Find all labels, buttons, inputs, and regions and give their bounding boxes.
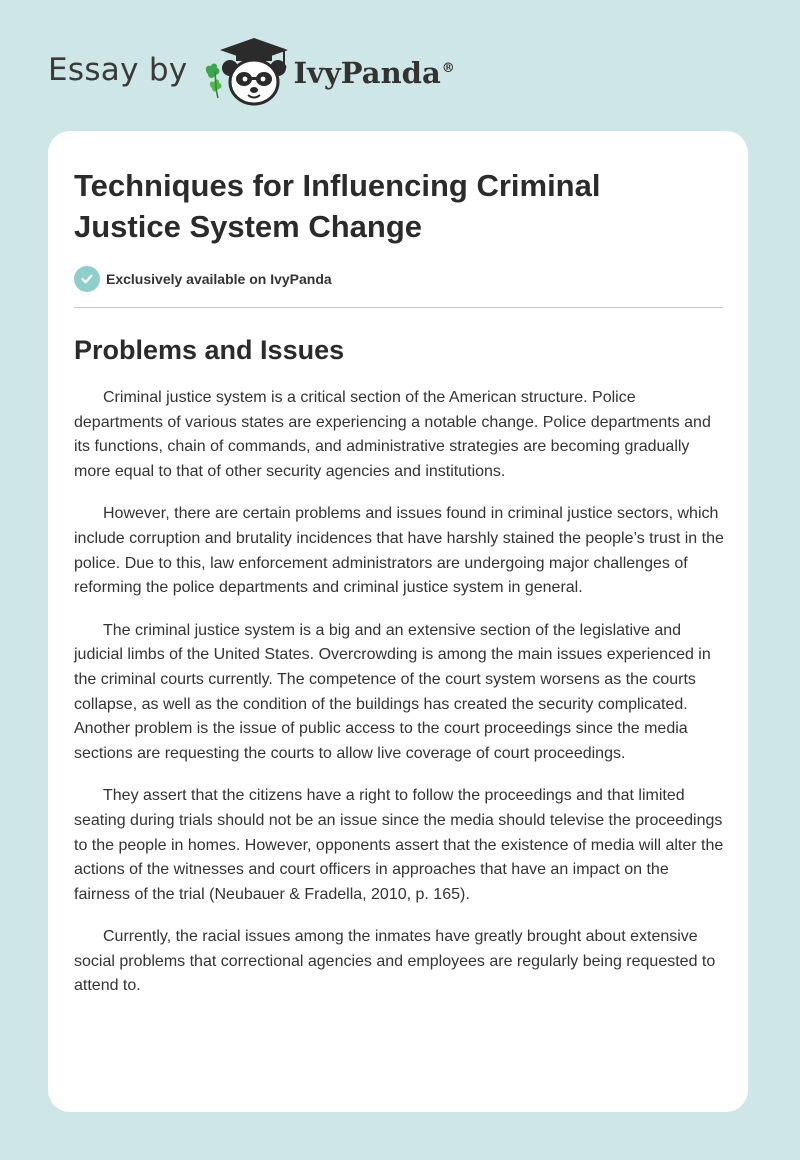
exclusive-badge <box>74 265 722 293</box>
panda-graduate-logo-icon <box>202 36 292 108</box>
essay-title: Techniques for Influencing Criminal Justice System Change <box>74 168 601 244</box>
paragraph: Currently, the racial issues among the inmates have greatly brought about extensive social problems that correctional agencies and employees are regularly being requested to attend to. <box>74 928 716 995</box>
registered-mark: ® <box>441 61 455 77</box>
paragraph: The criminal justice system is a big and an extensive section of the legislative and judicial limbs of the United States. Overcrowding is among the main issues experienced in the criminal courts currently. The competence of the court system worsens as the courts collapse, as well as the condition of the buildings has created the security complicated. Another problem is the issue of public access to the court proceedings since the media sections are requesting the courts to allow live coverage of court proceedings. <box>74 621 711 762</box>
paragraph: They assert that the citizens have a right to follow the proceedings and that limited seating during trials should not be an issue since the media should televise the proceedings to the people in homes. However, opponents assert that the existence of media will alter the actions of the witnesses and court officers in approaches that have an impact on the fairness of the trial (Neubauer & Fradella, 2010, p. 165). <box>74 787 724 903</box>
check-circle-icon <box>74 266 100 292</box>
paragraph: However, there are certain problems and issues found in criminal justice sectors, which include corruption and brutality incidences that have harshly stained the people’s trust in the police. Due to this, law enforcement administrators are undergoing major challenges of reforming the police departments and criminal justice system in general. <box>74 505 724 597</box>
exclusive-badge-text: Exclusively available on IvyPanda <box>106 271 332 287</box>
section-heading: Problems and Issues <box>74 335 345 365</box>
brand-header[interactable] <box>48 36 455 108</box>
essay-card <box>48 131 748 1112</box>
brand-name <box>294 56 455 90</box>
paragraph: Criminal justice system is a critical section of the American structure. Police departments of various states are experiencing a notable change. Police departments and its functions, chain of commands, and administrative strategies are becoming gradually more equal to that of other security agencies and institutions. <box>74 389 711 480</box>
essay-body <box>74 386 724 999</box>
brand-name-text: IvyPanda <box>293 56 441 90</box>
brand-prefix: Essay by <box>48 52 188 88</box>
title-divider <box>74 307 723 308</box>
